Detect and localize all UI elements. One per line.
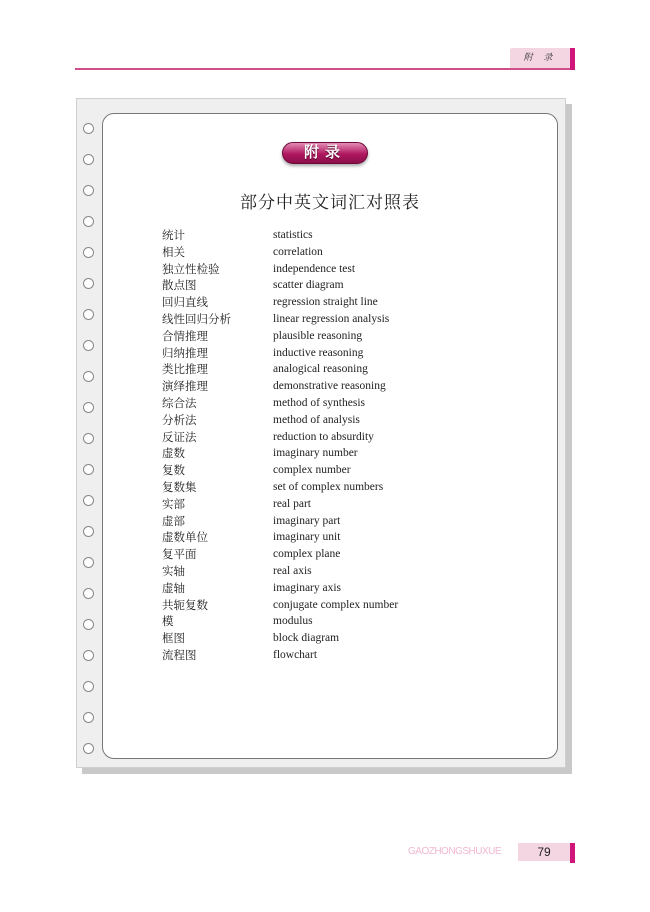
term-en: conjugate complex number (273, 598, 399, 611)
glossary-row (162, 529, 462, 546)
glossary-row (162, 361, 462, 378)
term-zh: 散点图 (162, 278, 197, 293)
term-en: block diagram (273, 632, 340, 645)
term-zh: 演绎推理 (162, 379, 208, 394)
term-en: modulus (273, 615, 313, 628)
term-en: imaginary axis (273, 581, 342, 594)
term-zh: 综合法 (162, 395, 197, 410)
term-en: complex number (273, 464, 351, 477)
glossary-row (162, 294, 462, 311)
glossary-row (162, 378, 462, 395)
term-en: method of synthesis (273, 396, 365, 409)
page-number: 79 (518, 843, 570, 861)
binder-hole (83, 247, 94, 258)
term-en: method of analysis (273, 413, 360, 426)
term-zh: 实部 (162, 496, 185, 511)
term-zh: 反证法 (162, 429, 197, 444)
header-rule (75, 68, 575, 70)
term-en: imaginary number (273, 447, 358, 460)
page-title: 部分中英文词汇对照表 (240, 193, 420, 213)
glossary-row (162, 613, 462, 630)
term-en: independence test (273, 262, 356, 275)
binder-hole (83, 154, 94, 165)
term-zh: 复数集 (162, 479, 197, 494)
glossary-list (162, 227, 462, 664)
binder-hole (83, 278, 94, 289)
term-zh: 统计 (162, 228, 185, 242)
term-en: reduction to absurdity (273, 430, 374, 443)
binder-hole (83, 464, 94, 475)
term-zh: 实轴 (162, 563, 185, 578)
glossary-row (162, 462, 462, 479)
binder-hole (83, 681, 94, 692)
binder-hole (83, 433, 94, 444)
term-zh: 模 (162, 614, 174, 629)
term-zh: 类比推理 (162, 362, 208, 377)
glossary-row (162, 328, 462, 345)
term-en: imaginary part (273, 514, 341, 527)
term-zh: 流程图 (162, 647, 197, 662)
binder-hole (83, 712, 94, 723)
term-en: complex plane (273, 548, 341, 561)
term-en: correlation (273, 245, 323, 258)
binder-hole (83, 185, 94, 196)
term-zh: 线性回归分析 (162, 311, 231, 326)
binder-hole (83, 309, 94, 320)
binder-hole (83, 557, 94, 568)
binder-hole (83, 588, 94, 599)
binder-hole (83, 619, 94, 630)
binder-hole (83, 340, 94, 351)
term-en: real part (273, 497, 311, 510)
glossary-row (162, 563, 462, 580)
glossary-row (162, 261, 462, 278)
glossary-row (162, 496, 462, 513)
glossary-row (162, 647, 462, 664)
term-zh: 归纳推理 (162, 345, 208, 360)
binder-hole (83, 743, 94, 754)
binder-hole (83, 371, 94, 382)
binder-hole (83, 526, 94, 537)
term-zh: 共轭复数 (162, 597, 208, 612)
term-zh: 虚部 (162, 513, 185, 528)
term-zh: 虚轴 (162, 580, 185, 595)
glossary-row (162, 630, 462, 647)
term-en: analogical reasoning (273, 363, 368, 376)
glossary-row (162, 597, 462, 614)
term-en: scatter diagram (273, 279, 344, 292)
term-zh: 虚数单位 (162, 530, 208, 545)
glossary-row (162, 513, 462, 530)
binder-hole (83, 495, 94, 506)
term-zh: 分析法 (162, 412, 197, 427)
glossary-row (162, 311, 462, 328)
binder-hole (83, 216, 94, 227)
term-zh: 复数 (162, 463, 185, 478)
glossary-row (162, 227, 462, 244)
term-en: flowchart (273, 648, 318, 661)
term-zh: 框图 (162, 631, 185, 646)
section-label: 附 录 (510, 48, 570, 68)
term-en: set of complex numbers (273, 480, 384, 493)
glossary-row (162, 244, 462, 261)
glossary-row (162, 445, 462, 462)
term-en: real axis (273, 564, 312, 577)
term-en: demonstrative reasoning (273, 380, 386, 393)
glossary-row (162, 412, 462, 429)
term-en: inductive reasoning (273, 346, 364, 359)
term-en: statistics (273, 229, 313, 241)
binder-hole (83, 402, 94, 413)
term-zh: 虚数 (162, 446, 185, 461)
header-accent-bar (570, 48, 575, 70)
footer-accent-bar (570, 843, 575, 863)
term-en: imaginary unit (273, 531, 341, 544)
glossary-row (162, 429, 462, 446)
term-zh: 相关 (162, 244, 185, 259)
glossary-row (162, 479, 462, 496)
term-zh: 复平面 (162, 547, 197, 562)
binder-hole (83, 123, 94, 134)
glossary-row (162, 546, 462, 563)
term-zh: 合情推理 (162, 328, 208, 343)
term-zh: 回归直线 (162, 295, 208, 310)
glossary-row (162, 345, 462, 362)
term-en: linear regression analysis (273, 312, 390, 325)
appendix-badge: 附录 (282, 142, 368, 164)
term-en: plausible reasoning (273, 329, 363, 342)
term-zh: 独立性检验 (162, 261, 220, 276)
glossary-row (162, 580, 462, 597)
series-name: GAOZHONGSHUXUE (408, 846, 502, 857)
binder-hole (83, 650, 94, 661)
glossary-row (162, 395, 462, 412)
term-en: regression straight line (273, 296, 378, 309)
glossary-row (162, 277, 462, 294)
